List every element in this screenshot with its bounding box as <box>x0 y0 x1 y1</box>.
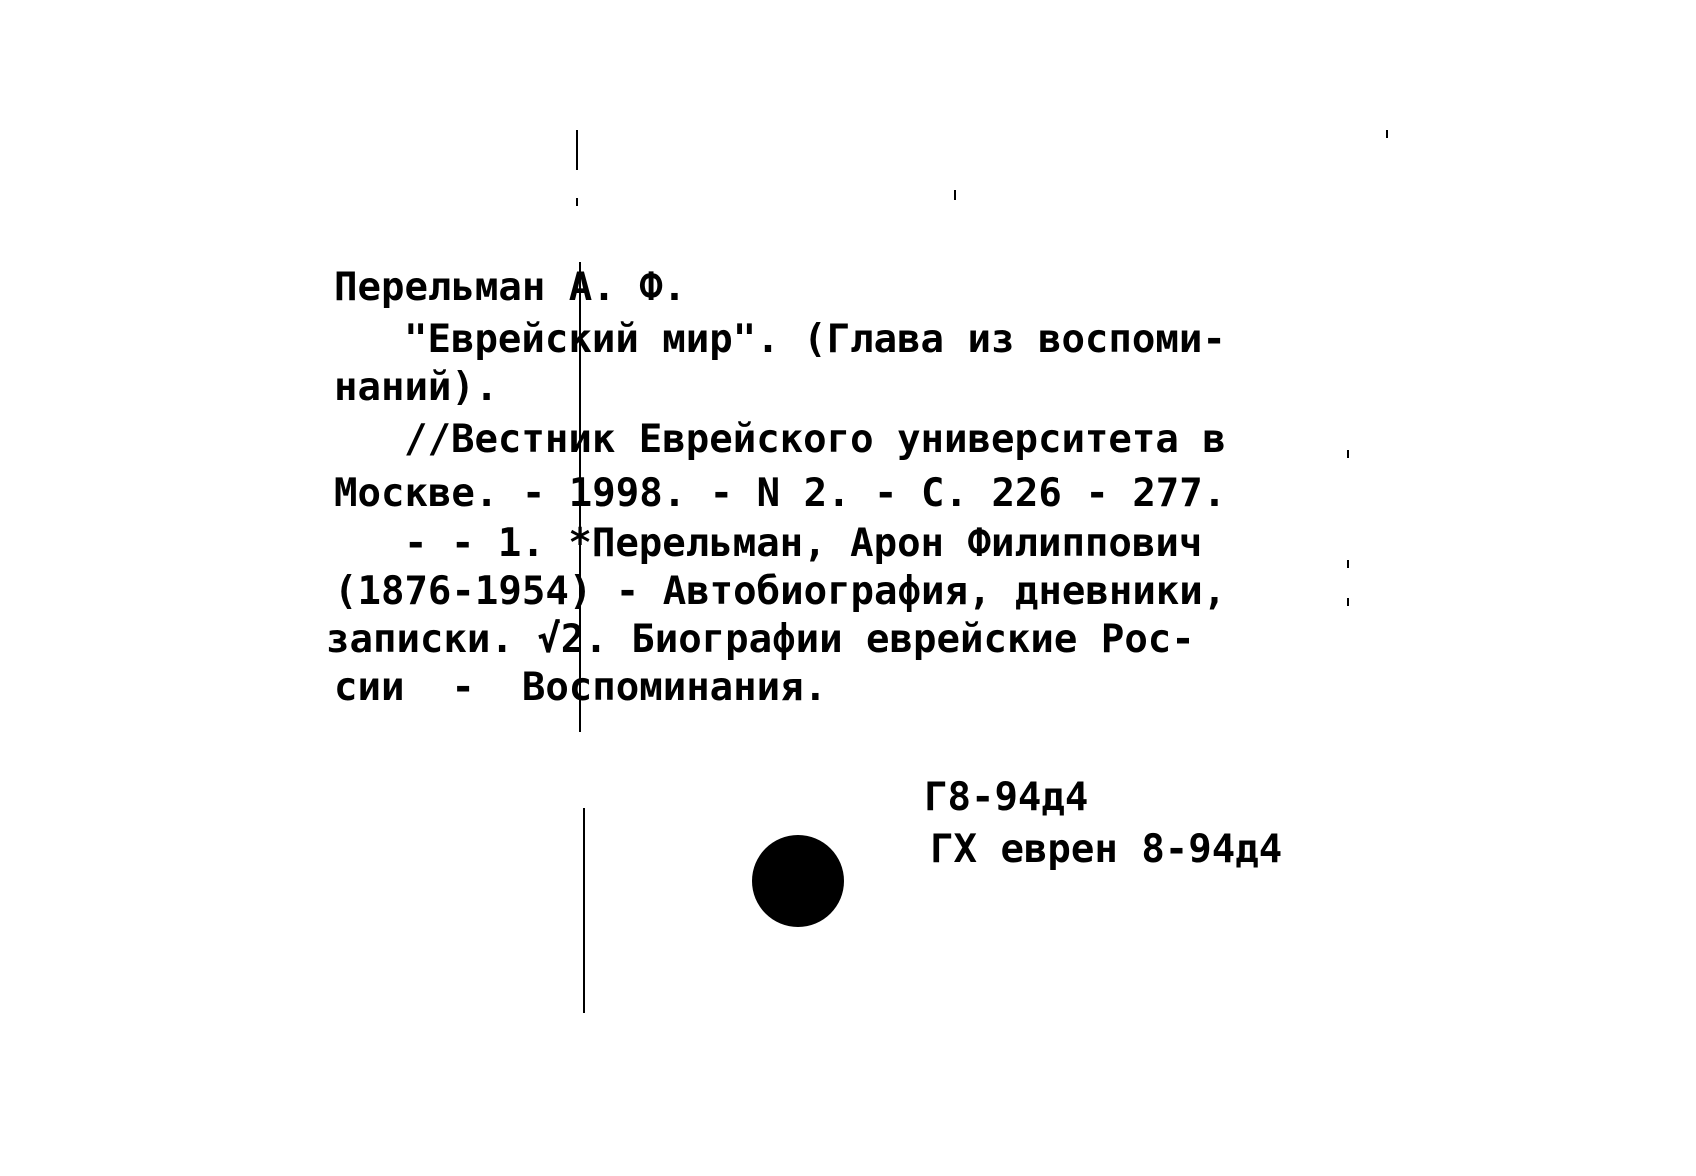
scan-line-top <box>576 130 578 170</box>
title-line: "Еврейский мир". (Глава из воспоми- <box>404 317 1226 362</box>
punch-hole <box>752 835 844 927</box>
shelfmark: ГХ еврен 8-94д4 <box>930 827 1283 872</box>
scan-line-bottom <box>583 808 585 1013</box>
scan-speck <box>1347 560 1349 568</box>
scan-speck <box>576 198 578 206</box>
scan-speck <box>1386 130 1388 138</box>
author-heading: Перельман А. Ф. <box>334 265 687 310</box>
title-line: наний). <box>334 365 499 410</box>
scan-speck <box>954 190 956 200</box>
subjects-line: сии - Воспоминания. <box>334 665 828 710</box>
subjects-line: - - 1. *Перельман, Арон Филиппович <box>404 521 1203 566</box>
shelfmark: Г8-94д4 <box>924 775 1089 820</box>
source-line: Москве. - 1998. - N 2. - С. 226 - 277. <box>334 471 1227 516</box>
source-line: //Вестник Еврейского университета в <box>404 417 1226 462</box>
subjects-line: записки. √2. Биографии еврейские Рос- <box>326 617 1195 662</box>
scan-speck <box>1347 598 1349 606</box>
scan-speck <box>1347 450 1349 458</box>
subjects-line: (1876-1954) - Автобиография, дневники, <box>334 569 1227 614</box>
